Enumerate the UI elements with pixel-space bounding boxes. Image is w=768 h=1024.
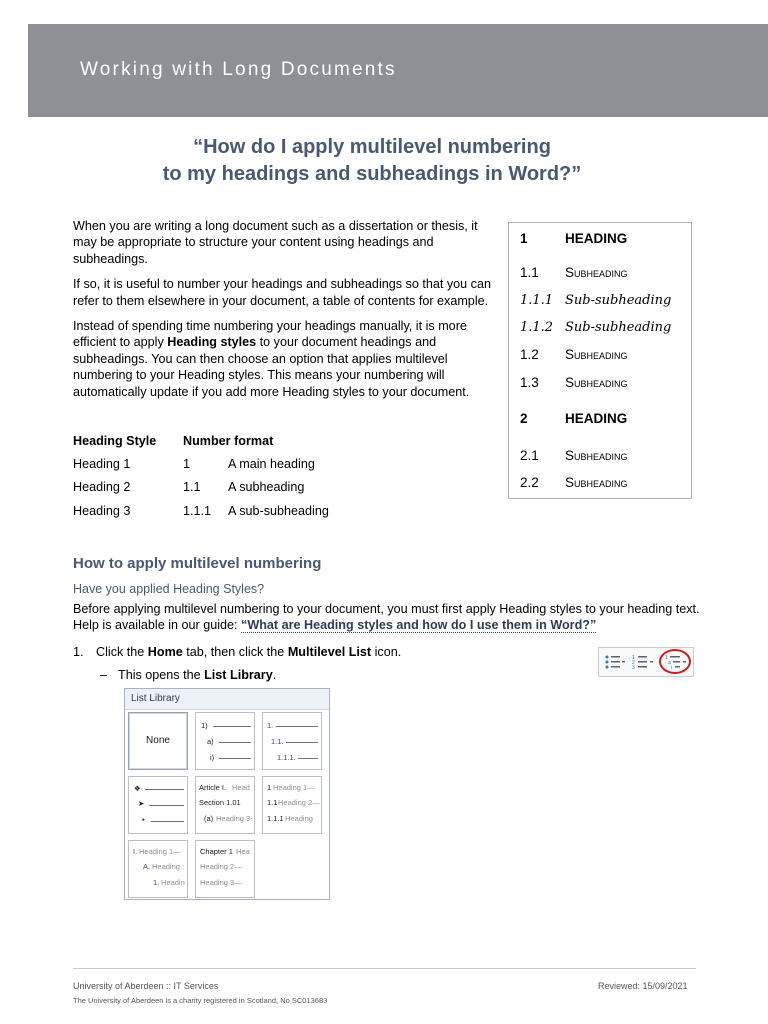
example-subheading: 1.3 Subheading bbox=[520, 375, 628, 390]
intro-paragraph-3: Instead of spending time numbering your headings manually, it is more efficient to apply Heading styles to your document headings and subheadings. You can then choose an option that applies multilevel numbering to your Heading styles. This means your numbering will automatically update if you add more Heading styles to your document. bbox=[73, 319, 470, 399]
row-desc: A subheading bbox=[228, 480, 305, 495]
row-number: 1 bbox=[183, 457, 191, 472]
table-row bbox=[73, 476, 329, 499]
header-banner bbox=[28, 24, 768, 117]
intro-text bbox=[73, 218, 497, 409]
col-header-format: Number format bbox=[183, 433, 274, 448]
main-question bbox=[0, 134, 744, 188]
step-1-sub: – This opens the List Library. bbox=[100, 668, 277, 682]
bullets-icon[interactable] bbox=[604, 654, 626, 670]
footer-divider bbox=[73, 968, 696, 969]
row-style: Heading 3 bbox=[73, 503, 131, 518]
example-heading: 1 HEADING bbox=[520, 231, 628, 246]
footer-left: University of Aberdeen :: IT Services bbox=[73, 981, 219, 991]
intro-paragraph-1: When you are writing a long document such as a dissertation or thesis, it may be appropriate to structure your content using headings and subheadings. bbox=[73, 219, 478, 266]
svg-text:2: 2 bbox=[632, 660, 635, 666]
example-subsubheading: 1.1.1 Sub-subheading bbox=[520, 293, 672, 308]
heading-styles-term: Heading styles bbox=[167, 335, 257, 350]
step-1: 1. Click the Home tab, then click the Multilevel List icon. bbox=[73, 645, 402, 659]
example-subheading: 1.2 Subheading bbox=[520, 347, 628, 362]
row-style: Heading 1 bbox=[73, 457, 131, 472]
footer-charity: The University of Aberdeen is a charity registered in Scotland, No SC013683 bbox=[73, 996, 328, 1005]
svg-text:1: 1 bbox=[665, 655, 668, 661]
example-subsubheading: 1.1.2 Sub-subheading bbox=[520, 320, 672, 335]
footer-reviewed-date: Reviewed: 15/09/2021 bbox=[598, 981, 688, 991]
numbering-example-box bbox=[508, 222, 692, 499]
main-question-line1: “How do I apply multilevel numbering bbox=[193, 136, 551, 158]
list-library-title: List Library bbox=[125, 689, 329, 710]
heading-styles-guide-link[interactable]: “What are Heading styles and how do I use them in Word?” bbox=[241, 618, 597, 633]
section-title: How to apply multilevel numbering bbox=[73, 555, 322, 572]
list-option-outline-roman[interactable]: I. Heading 1— A. Heading : 1. Headin bbox=[128, 840, 188, 898]
svg-text:3: 3 bbox=[632, 665, 635, 670]
list-option-paren[interactable]: 1) a) i) bbox=[195, 712, 255, 770]
col-header-style: Heading Style bbox=[73, 433, 157, 448]
heading-style-table bbox=[73, 429, 329, 523]
row-style: Heading 2 bbox=[73, 480, 131, 495]
list-option-chapter[interactable]: Chapter 1 Hea Heading 2— Heading 3— bbox=[195, 840, 255, 898]
example-subheading: 2.1 Subheading bbox=[520, 448, 628, 463]
svg-text:1: 1 bbox=[632, 655, 635, 661]
svg-text:i: i bbox=[671, 665, 673, 670]
intro-paragraph-2: If so, it is useful to number your headings and subheadings so that you can refer to them elsewhere in your document, a table of contents for example. bbox=[73, 277, 491, 308]
header-title: Working with Long Documents bbox=[80, 59, 397, 80]
highlight-circle bbox=[659, 649, 691, 674]
list-option-article[interactable]: Article I. Head Section 1.01 (a) Heading 3- bbox=[195, 776, 255, 834]
ribbon-list-buttons bbox=[598, 647, 694, 677]
table-row bbox=[73, 452, 329, 475]
row-number: 1.1 bbox=[183, 480, 201, 495]
list-option-bullets[interactable]: ❖ ➤ ▪ bbox=[128, 776, 188, 834]
row-number: 1.1.1 bbox=[183, 503, 212, 518]
example-subheading: 2.2 Subheading bbox=[520, 475, 628, 490]
list-option-decimal[interactable]: 1. 1.1. 1.1.1. bbox=[262, 712, 322, 770]
list-option-heading-numbered[interactable]: 1 Heading 1— 1.1 Heading 2— 1.1.1 Heading bbox=[262, 776, 322, 834]
list-option-none[interactable]: None bbox=[128, 712, 188, 770]
table-header-row bbox=[73, 429, 329, 452]
numbering-icon[interactable] bbox=[632, 654, 654, 670]
row-desc: A sub-subheading bbox=[228, 503, 329, 518]
table-row bbox=[73, 499, 329, 522]
svg-text:a: a bbox=[668, 660, 671, 666]
section-subtitle: Have you applied Heading Styles? bbox=[73, 582, 265, 596]
example-heading: 2 HEADING bbox=[520, 411, 628, 426]
example-subheading: 1.1 Subheading bbox=[520, 265, 628, 280]
list-library-panel bbox=[124, 688, 330, 900]
section-paragraph: Before applying multilevel numbering to your document, you must first apply Heading styles to your heading text. Help is available in our guide: “What are Heading styles and how do I use them in Word?” bbox=[73, 602, 700, 633]
row-desc: A main heading bbox=[228, 457, 315, 472]
main-question-line2: to my headings and subheadings in Word?” bbox=[162, 163, 582, 185]
